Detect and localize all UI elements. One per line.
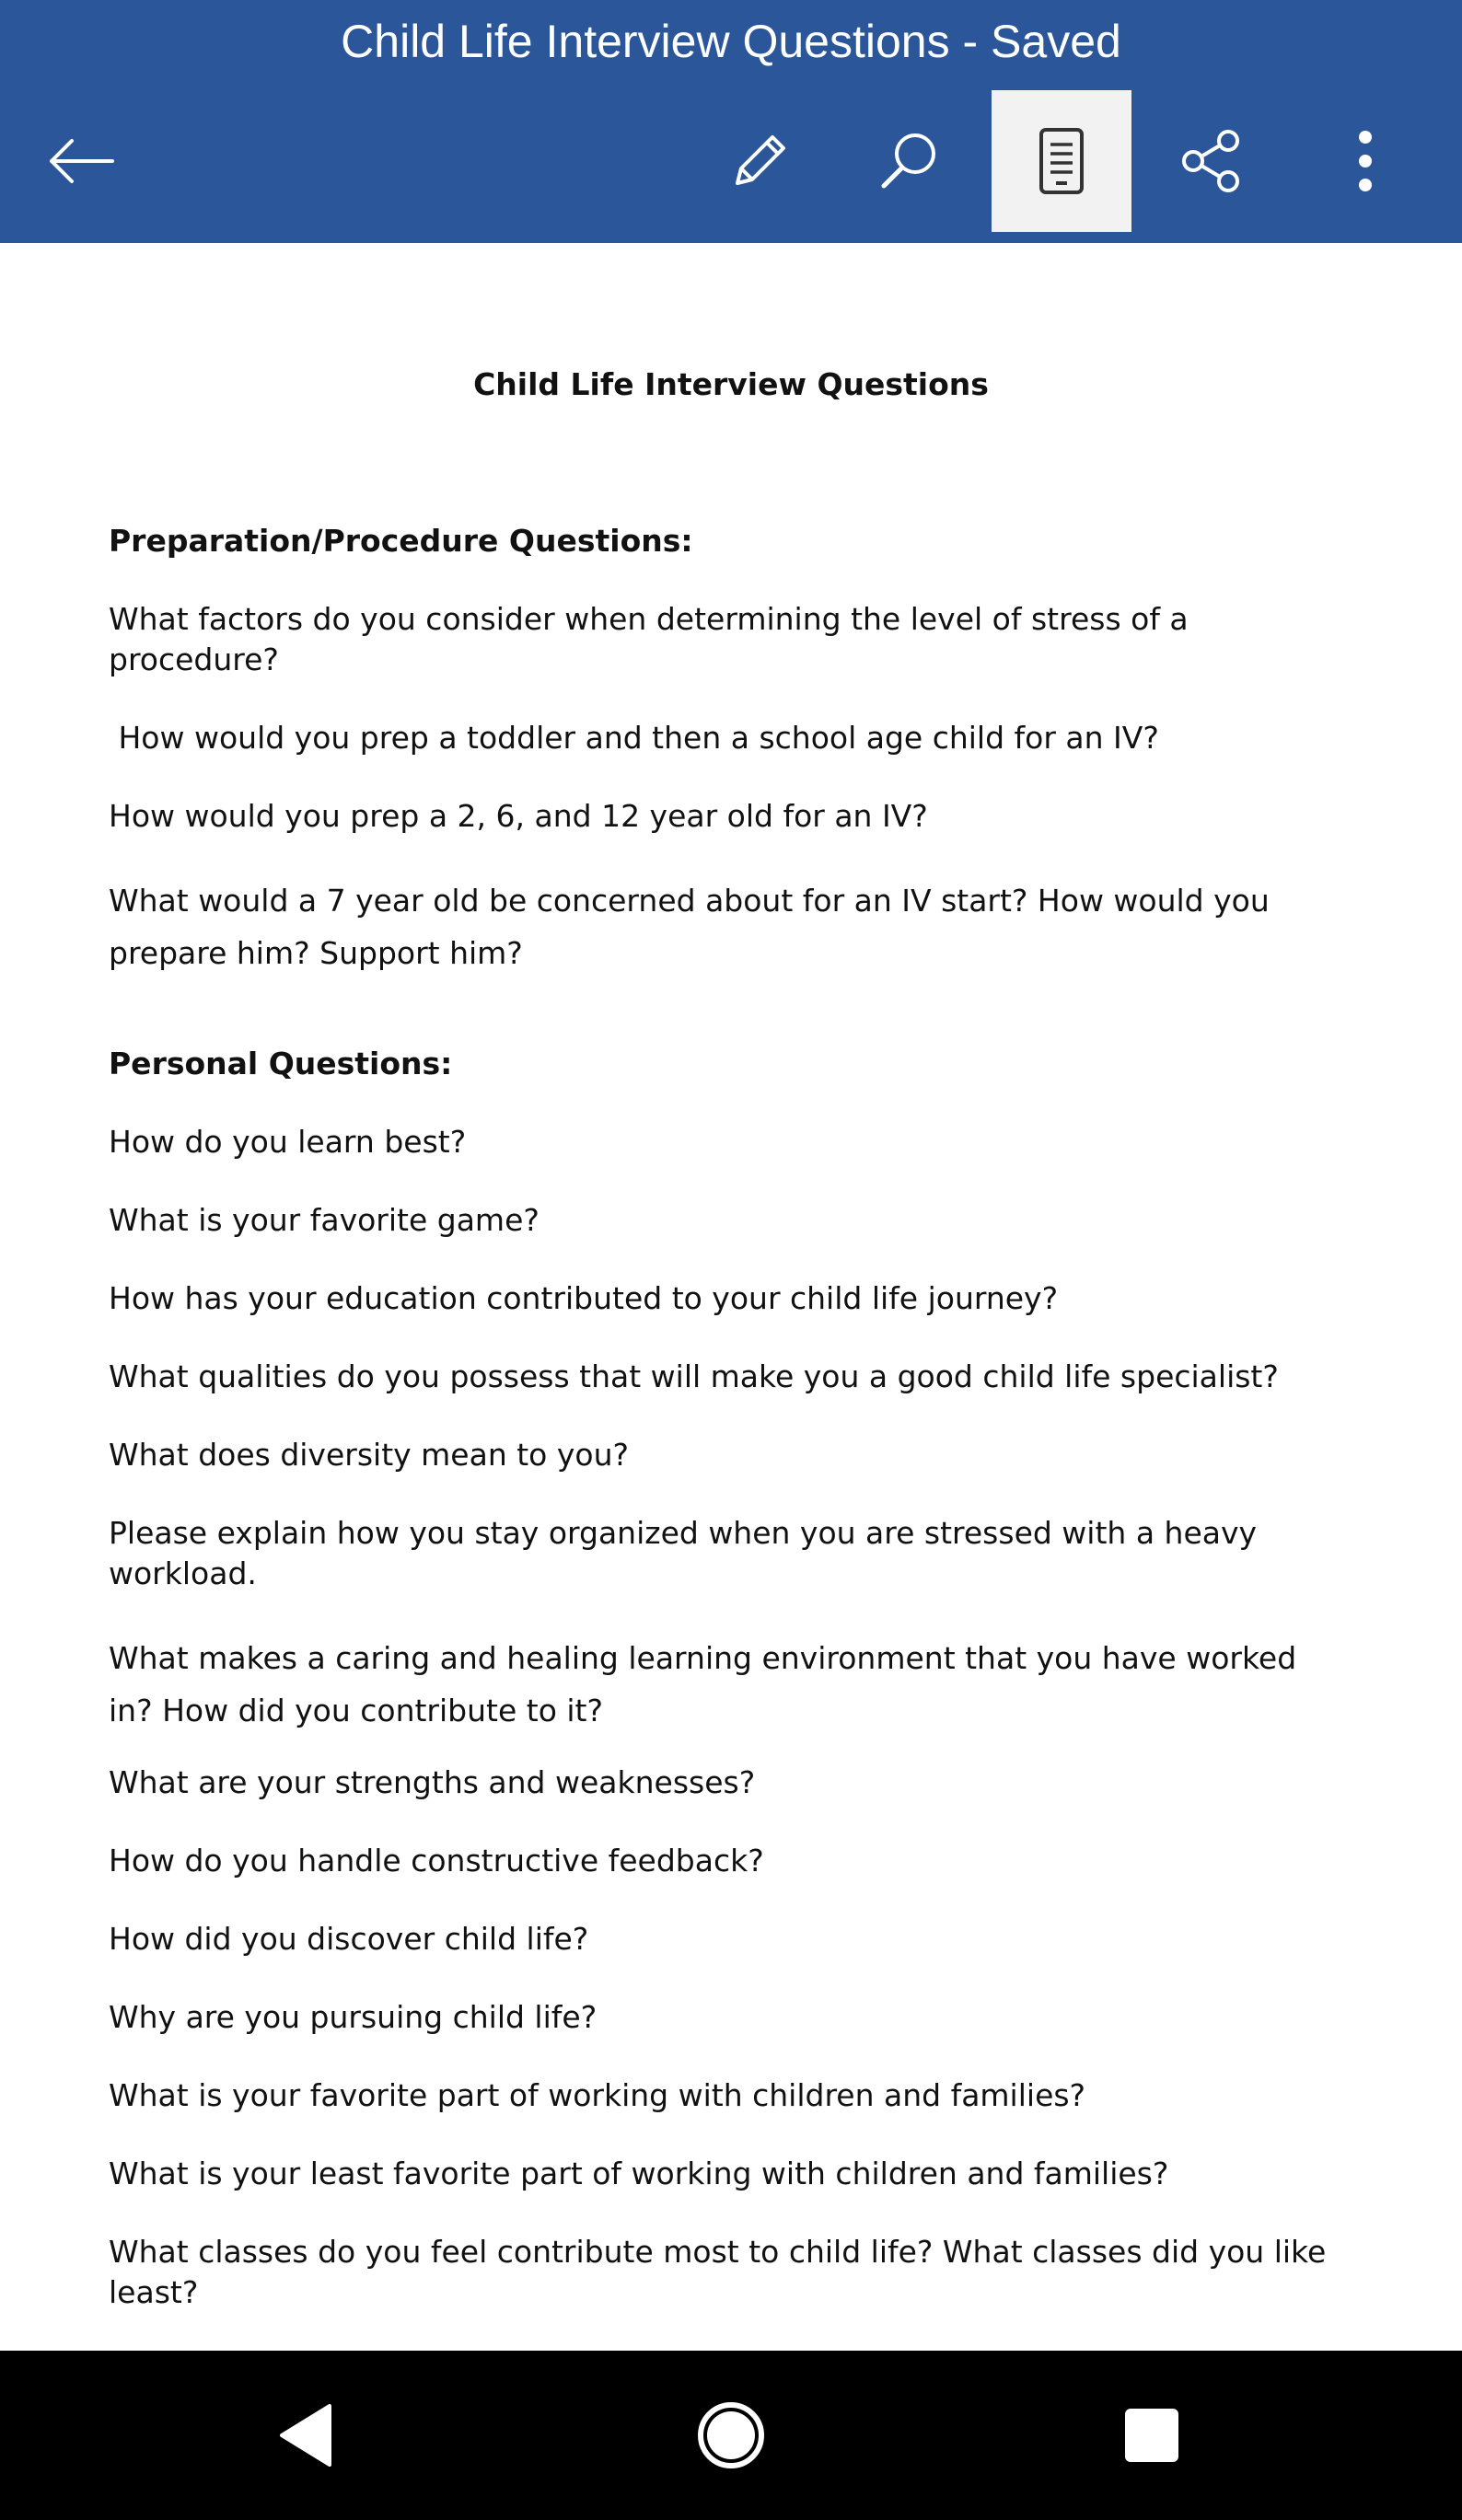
section-personal [109, 1044, 1342, 2429]
question-item: Please explain how you stay organized when you are stressed with a heavy workload. [109, 1515, 1258, 1591]
question-item: What classes do you feel contribute most to child life? What classes did you like least? [109, 2234, 1327, 2310]
question-item: What is your least favorite part of working with children and families? [109, 2156, 1169, 2191]
question-item: How would you prep a toddler and then a school age child for an IV? [109, 720, 1159, 756]
question-item: What qualities do you possess that will make you a good child life specialist? [109, 1358, 1279, 1394]
question-item: How do you learn best? [109, 1124, 467, 1160]
section-heading: Preparation/Procedure Questions: [109, 523, 693, 559]
nav-back-button[interactable] [256, 2389, 357, 2481]
pencil-icon [725, 126, 795, 196]
share-button[interactable] [1142, 90, 1282, 232]
question-item: What would a 7 year old be concerned about for an IV start? How would you prepare him? Support him? [109, 883, 1270, 971]
question-item: What factors do you consider when determining the level of stress of a procedure? [109, 601, 1189, 677]
question-item: What are your strengths and weaknesses? [109, 1764, 756, 1800]
question-item: How would you prep a 2, 6, and 12 year old for an IV? [109, 798, 928, 834]
search-icon [873, 124, 946, 198]
section-preparation [109, 521, 1342, 1005]
section-heading: Personal Questions: [109, 1046, 453, 1081]
nav-home-icon [694, 2399, 768, 2472]
question-item: How has your education contributed to your child life journey? [109, 1280, 1059, 1316]
question-item: What is your favorite part of working with children and families? [109, 2077, 1086, 2113]
nav-recents-button[interactable] [1101, 2389, 1202, 2481]
nav-home-button[interactable] [680, 2389, 782, 2481]
nav-back-icon [274, 2400, 339, 2470]
question-item: What is your favorite game? [109, 1202, 540, 1238]
question-item: What does diversity mean to you? [109, 1437, 629, 1473]
reading-view-button[interactable] [992, 90, 1131, 232]
share-icon [1175, 124, 1248, 198]
question-item: How do you handle constructive feedback? [109, 1843, 764, 1878]
back-button[interactable] [11, 90, 151, 232]
edit-button[interactable] [690, 90, 830, 232]
question-item: What makes a caring and healing learning environment that you have worked in? How did you contribute to it? [109, 1640, 1297, 1728]
reading-view-icon [1034, 124, 1089, 198]
more-vert-icon [1347, 124, 1384, 198]
back-arrow-icon [44, 133, 118, 189]
question-item: Why are you pursuing child life? [109, 1999, 598, 2035]
search-button[interactable] [840, 90, 980, 232]
document-heading: Child Life Interview Questions [473, 366, 989, 402]
more-options-button[interactable] [1295, 90, 1435, 232]
app-bar [0, 0, 1462, 243]
document-title-bar: Child Life Interview Questions - Saved [341, 16, 1121, 67]
document-page[interactable] [0, 243, 1462, 2351]
system-navigation-bar [0, 2351, 1462, 2520]
nav-recents-icon [1120, 2403, 1184, 2468]
question-item: How did you discover child life? [109, 1921, 589, 1957]
